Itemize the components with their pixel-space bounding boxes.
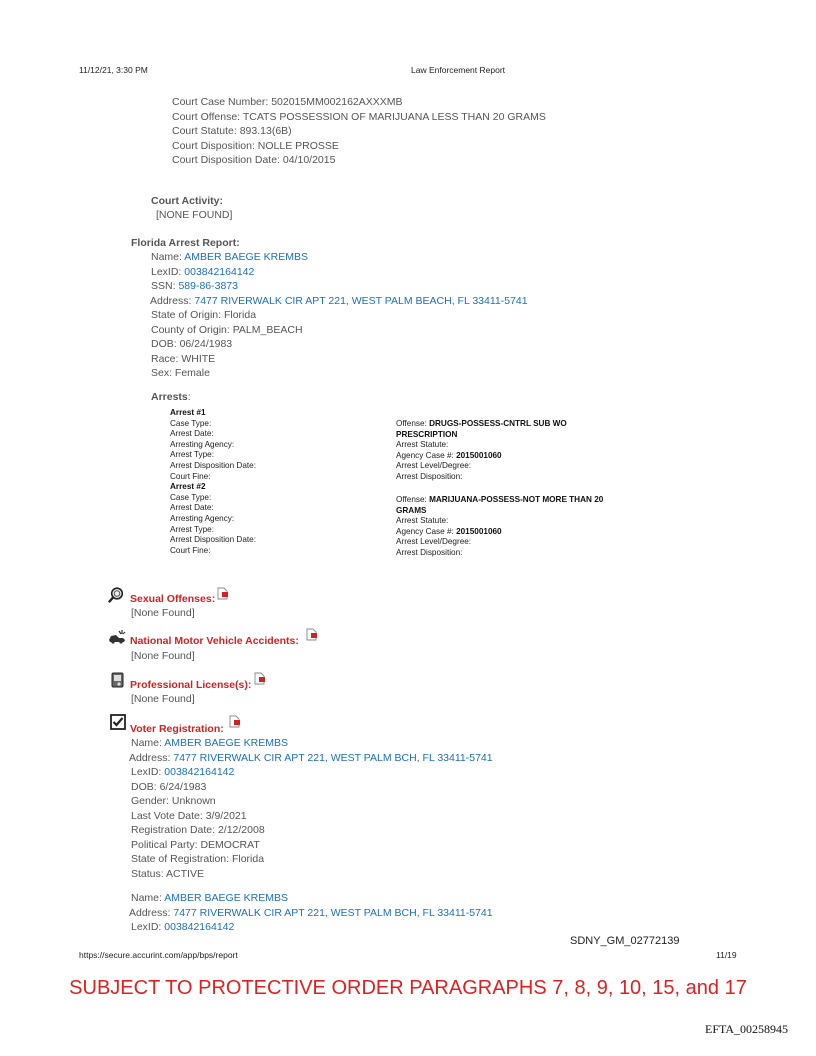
voter-lexid-link[interactable]: 003842164142: [164, 766, 235, 778]
court-case-block: [172, 95, 546, 168]
car-accident-icon: [107, 629, 127, 645]
state-of-origin: State of Origin: Florida: [151, 309, 257, 321]
voter-address-link[interactable]: 7477 RIVERWALK CIR APT 221, WEST PALM BCH, FL 33411-5741: [173, 906, 493, 919]
professional-license-value: [None Found]: [131, 693, 195, 705]
arrest-1-offense: DRUGS-POSSESS-CNTRL SUB WO: [429, 419, 567, 428]
arrests-heading: Arrests:: [151, 391, 191, 403]
arrest-2-case: 2015001060: [456, 526, 502, 536]
sex: Sex: Female: [151, 367, 210, 379]
page-number: 11/19: [716, 950, 737, 960]
print-datetime: 11/12/21, 3:30 PM: [79, 65, 148, 75]
name-label: Name:: [151, 251, 185, 263]
arrest-report-details: [150, 250, 528, 381]
voter-lexid-link[interactable]: 003842164142: [164, 921, 235, 933]
voter-name-link[interactable]: AMBER BAEGE KREMBS: [164, 892, 288, 904]
voter-details-2: Name: AMBER BAEGE KREMBS Address: 7477 RIVERWALK CIR APT 221, WEST PALM BCH, FL 33411-5741 LexID: 003842164142: [129, 892, 493, 933]
ssn-link[interactable]: 589-86-3873: [178, 280, 238, 292]
arrest-report-heading: Florida Arrest Report:: [131, 237, 240, 249]
voter-details: Name: AMBER BAEGE KREMBS Address: 7477 RIVERWALK CIR APT 221, WEST PALM BCH, FL 33411-5741 LexID: 003842164142 DOB: 6/24/1983 Gender: Unknown Last Vote Date: 3/9/2021 Registration Date: 2/12/2008 Political Party: DEMOCRAT State of Registration: Florida Status: ACTIVE: [129, 737, 493, 880]
voter-name-link[interactable]: AMBER BAEGE KREMBS: [164, 737, 288, 749]
address-link[interactable]: 7477 RIVERWALK CIR APT 221, WEST PALM BEACH, FL 33411-5741: [194, 294, 528, 307]
voter-address-link[interactable]: 7477 RIVERWALK CIR APT 221, WEST PALM BCH, FL 33411-5741: [173, 751, 493, 764]
sexual-offenses-value: [None Found]: [131, 607, 195, 619]
arrest-1-label: Arrest #1: [170, 408, 206, 417]
professional-license-heading: Professional License(s):: [130, 679, 252, 691]
arrest-1-right: Offense: DRUGS-POSSESS-CNTRL SUB WO PRESCRIPTION Arrest Statute: Agency Case #: 2015001060 Arrest Level/Degree: Arrest Disposition:: [396, 419, 567, 481]
checkbox-vote-icon: [110, 714, 126, 730]
arrest-2-right: Offense: MARIJUANA-POSSESS-NOT MORE THAN 20 GRAMS Arrest Statute: Agency Case #: 2015001060 Arrest Level/Degree: Arrest Disposition:: [396, 495, 604, 557]
pdf-report-icon[interactable]: [228, 715, 241, 728]
court-activity-heading: Court Activity:: [151, 195, 223, 207]
lexid-link[interactable]: 003842164142: [184, 265, 255, 278]
court-case-line: Court Disposition Date: 04/10/2015: [172, 154, 336, 166]
name-link[interactable]: AMBER BAEGE KREMBS: [184, 251, 308, 263]
pdf-report-icon[interactable]: [253, 672, 266, 685]
license-icon: [110, 672, 126, 688]
arrest-2-label: Arrest #2: [170, 482, 206, 492]
lexid-label: LexID:: [151, 265, 185, 278]
county-of-origin: County of Origin: PALM_BEACH: [151, 323, 303, 336]
address-label: Address:: [150, 294, 195, 307]
court-case-line: Court Statute: 893.13(6B): [172, 125, 292, 137]
court-case-line: Court Offense: TCATS POSSESSION OF MARIJUANA LESS THAN 20 GRAMS: [172, 110, 546, 123]
nmva-heading: National Motor Vehicle Accidents:: [130, 635, 299, 647]
pdf-report-icon[interactable]: [305, 628, 318, 641]
arrest-1-left: Arrest #1 Case Type: Arrest Date: Arresting Agency: Arrest Type: Arrest Disposition Date: Court Fine: Arrest #2 Case Type: Arrest Date: Arresting Agency: Arrest Type: Arrest Disposition Date: Court Fine:: [170, 408, 257, 555]
report-url: https://secure.accurint.com/app/bps/report: [79, 950, 238, 960]
voter-registration-heading: Voter Registration:: [130, 723, 224, 735]
protective-order-banner: SUBJECT TO PROTECTIVE ORDER PARAGRAPHS 7, 8, 9, 10, 15, and 17: [69, 977, 747, 999]
page-title: Law Enforcement Report: [411, 65, 506, 75]
pdf-report-icon[interactable]: [216, 587, 229, 600]
ssn-label: SSN:: [151, 280, 179, 292]
court-activity-value: [NONE FOUND]: [156, 209, 233, 221]
court-case-line: Court Disposition: NOLLE PROSSE: [172, 139, 339, 152]
race: Race: WHITE: [151, 352, 216, 365]
dob: DOB: 06/24/1983: [151, 338, 233, 350]
sexual-offenses-heading: Sexual Offenses:: [130, 593, 216, 605]
efta-number: EFTA_00258945: [705, 1022, 789, 1036]
nmva-value: [None Found]: [131, 650, 195, 662]
arrest-1-case: 2015001060: [456, 450, 502, 460]
arrest-2-offense: MARIJUANA-POSSESS-NOT MORE THAN 20: [429, 495, 604, 504]
bates-number: SDNY_GM_02772139: [570, 935, 680, 947]
magnifier-icon: [108, 587, 124, 603]
court-case-line: Court Case Number: 502015MM002162AXXXMB: [172, 96, 403, 108]
